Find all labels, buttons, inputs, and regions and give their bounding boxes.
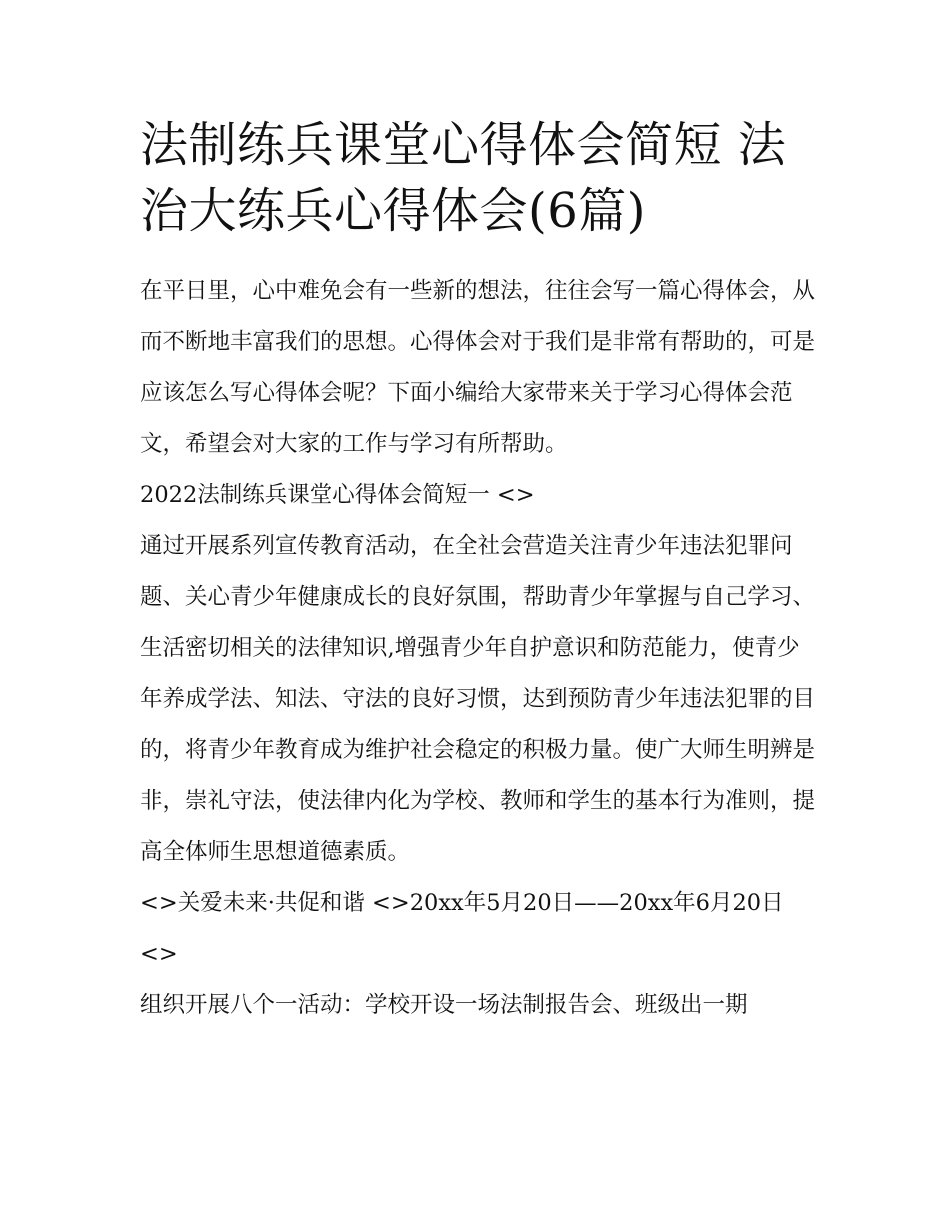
purpose-paragraph: 通过开展系列宣传教育活动，在全社会营造关注青少年违法犯罪问题、关心青少年健康成长的良好氛围，帮助青少年掌握与自己学习、生活密切相关的法律知识,增强青少年自护意识和防范能力，使青少年养成学法、知法、守法的良好习惯，达到预防青少年违法犯罪的目的，将青少年教育成为维护社会稳定的积极力量。使广大师生明辨是非，崇礼守法，使法律内化为学校、教师和学生的基本行为准则，提高全体师生思想道德素质。 [140, 533, 816, 865]
activities-paragraph: 组织开展八个一活动：学校开设一场法制报告会、班级出一期 [140, 992, 748, 1018]
section-heading: 2022法制练兵课堂心得体会简短一 <> [140, 482, 535, 508]
document-body [140, 266, 820, 1031]
theme-date-paragraph: <>关爱未来·共促和谐 <>20xx年5月20日——20xx年6月20日 <> [140, 890, 784, 967]
intro-paragraph: 在平日里，心中难免会有一些新的想法，往往会写一篇心得体会，从而不断地丰富我们的思想。心得体会对于我们是非常有帮助的，可是应该怎么写心得体会呢？下面小编给大家带来关于学习心得体会范文，希望会对大家的工作与学习有所帮助。 [140, 278, 816, 457]
document-content [140, 112, 820, 1031]
title-line-2: 治大练兵心得体会(6篇) [140, 183, 646, 239]
title-line-1: 法制练兵课堂心得体会简短 法 [140, 117, 787, 173]
document-title [140, 112, 820, 244]
